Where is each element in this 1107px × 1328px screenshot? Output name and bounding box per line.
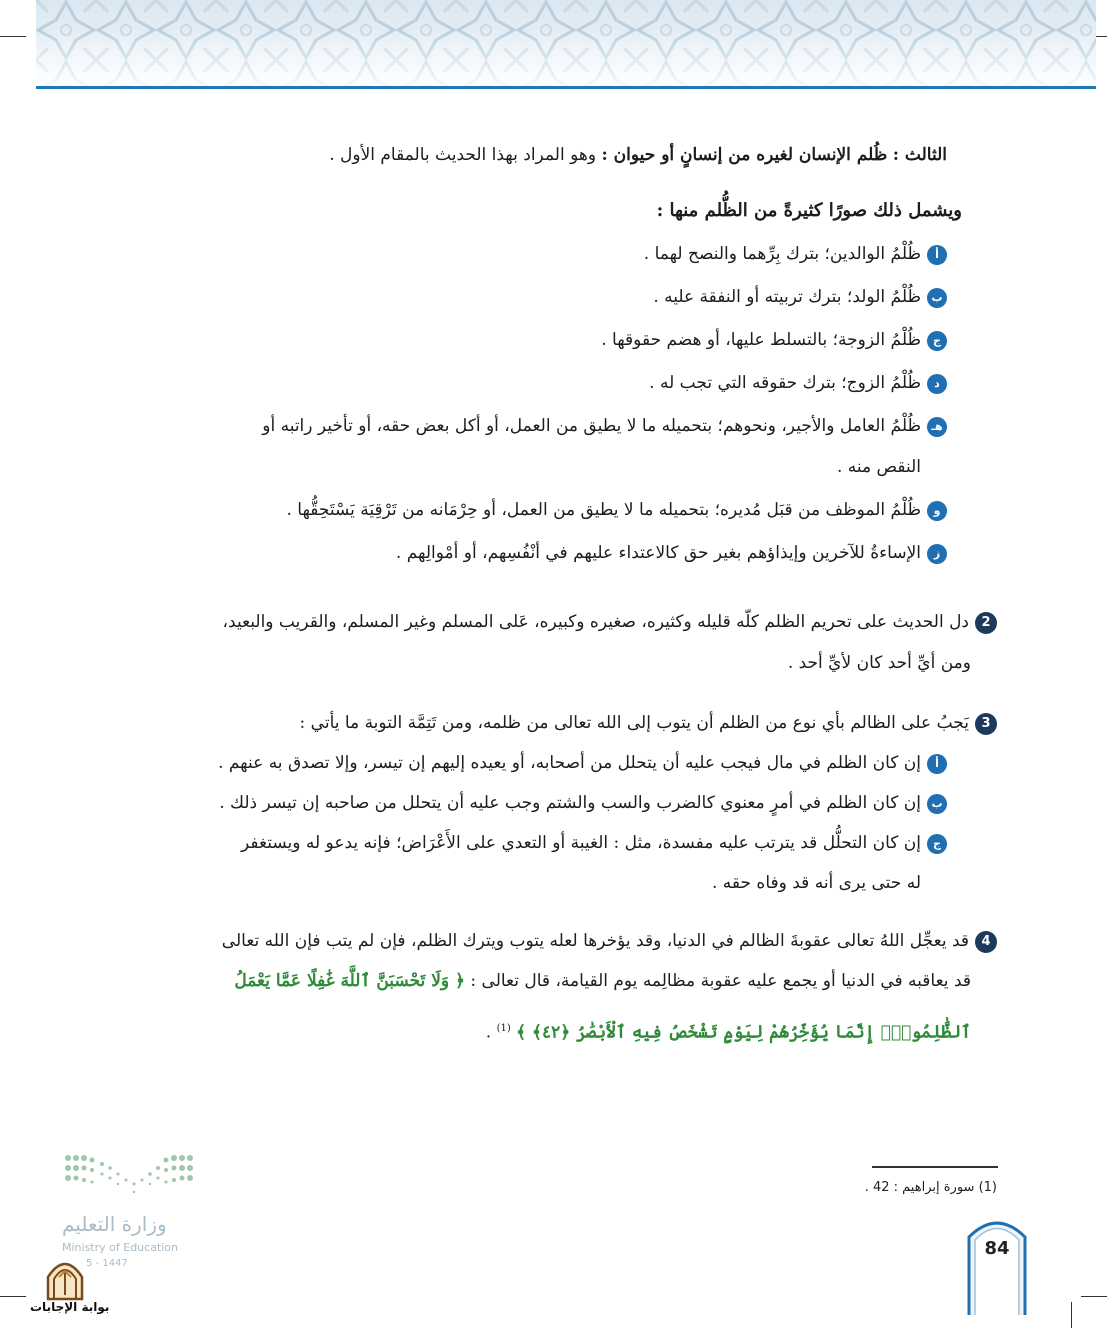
list-item-text: ظُلْمُ الزوجة؛ بالتسلط عليها، أو هضم حقوقها . [601,330,921,350]
bullet-marker: هـ [927,417,947,437]
subheading: ويشمل ذلك صورًا كثيرةً من الظُّلم منها : [656,200,962,221]
list-item [262,414,947,438]
page-number: 84 [984,1238,1010,1259]
bullet-marker: د [927,374,947,394]
crop-mark-bottom-left [0,1296,26,1297]
header-rule [36,86,1096,89]
point-text: قد يعجِّل اللهُ تعالى عقوبةَ الظالم في الدنيا، وقد يؤخرها لعله يتوب ويترك الظلم، فإن لم يتب فإن الله تعالى [221,931,969,951]
point-2 [223,610,997,634]
bullet-marker: ز [927,544,947,564]
ministry-name-arabic: وزارة التعليم [62,1212,167,1236]
list-item-text: ظُلْمُ الزوج؛ بترك حقوقه التي تجب له . [649,373,921,393]
quran-verse: ٱلظَّٰلِمُونَۚ إِنَّمَا يُؤَخِّرُهُمْ لِيَوْمٍ تَشْخَصُ فِيهِ ٱلْأَبْصَٰرُ ﴿٤٢﴾ ﴾ [516,1022,971,1043]
bullet-marker: أ [927,245,947,265]
list-item [218,751,947,775]
bullet-marker: ب [927,794,947,814]
crop-mark-left [0,36,26,37]
point-4-line-2 [234,969,971,993]
sentence-end: . [485,1022,492,1043]
bullet-marker: ب [927,288,947,308]
list-item [396,541,947,565]
list-item [241,831,947,855]
geometric-pattern-icon [36,0,1096,86]
quran-verse: ﴿ وَلَا تَحْسَبَنَّ ٱللَّهَ غَٰفِلًا عَمَّا يَعْمَلُ [234,971,465,991]
point-text: دل الحديث على تحريم الظلم كلّه قليله وكثيره، صغيره وكبيره، عَلى المسلم وغير المسلم، والقريب والبعيد، [222,612,969,632]
portal-name: بوابة الإجابات [30,1300,110,1314]
list-item [601,328,947,352]
footnote-rule [872,1166,998,1168]
list-item-text: إن كان التحلُّل قد يترتب عليه مفسدة، مثل : الغيبة أو التعدي على الأَعْرَاض؛ فإنه يدعو له ويستغفر [241,833,921,853]
list-item [219,791,947,815]
point-number: 3 [975,713,997,735]
bullet-marker: ج [927,331,947,351]
footnote: (1) سورة إبراهيم : 42 . [864,1180,997,1195]
bullet-marker: ج [927,834,947,854]
point-text: قد يعاقبه في الدنيا أو يجمع عليه عقوبة مظالِمه يوم القيامة، قال تعالى : [470,971,971,991]
ministry-logo-icon [62,1150,202,1210]
ministry-name-english: Ministry of Education [62,1241,179,1254]
bullet-marker: و [927,501,947,521]
header-banner [36,0,1096,86]
list-item [649,371,947,395]
point-4 [222,929,997,953]
list-item [286,498,947,522]
portal-logo-icon [44,1255,86,1301]
list-item [653,285,947,309]
crop-mark-bottom-right-h [1081,1296,1107,1297]
list-item-text: إن كان الظلم في أمرٍ معنوي كالضرب والسب والشتم وجب عليه أن يتحلل من صاحبه إن تيسر ذلك . [219,793,921,813]
section-title: ظُلم الإنسان لغيره من إنسانٍ أو حيوان : [601,145,888,165]
list-item-text: ظُلْمُ الموظف من قبَل مُديره؛ بتحميله ما لا يطيق من العمل، أو حِرْمَانه من تَرْقِيَة يَسْتَحِقُّها . [286,500,921,520]
list-item-text: الإساءةُ للآخرين وإيذاؤهم بغير حق كالاعتداء عليهم في أنْفُسِهم، أو أمْوالِهم . [395,543,921,563]
footnote-reference: (1) [496,1023,511,1034]
point-number: 4 [975,931,997,953]
point-4-line-3 [486,1017,971,1045]
point-2-continuation: ومن أيِّ أحد كان لأيِّ أحد . [787,653,971,673]
point-text: يَجبُ على الظالم بأي نوع من الظلم أن يتوب إلى الله تعالى من ظلمه، ومن تَتِمَّة التوبة ما يأتي : [299,713,969,733]
page-number-tab [966,1215,1028,1315]
list-item-text: ظُلْمُ الولد؛ بترك تربيته أو النفقة عليه . [653,287,921,307]
section-heading [329,143,947,167]
point-number: 2 [975,612,997,634]
list-item-continuation: له حتى يرى أنه قد وفاه حقه . [711,873,921,893]
ministry-year: 5 - 1447 [86,1258,128,1269]
crop-mark-bottom-right [1071,1302,1072,1328]
list-item-continuation: النقص منه . [836,457,921,477]
section-label: الثالث : [892,145,947,165]
list-item-text: ظُلْمُ الوالدين؛ بترك بِرِّهما والنصح لهما . [643,244,921,264]
list-item-text: ظُلْمُ العامل والأجير، ونحوهم؛ بتحميله ما لا يطيق من العمل، أو أكل بعض حقه، أو تأخير راتبه أو [262,416,921,436]
section-rest: وهو المراد بهذا الحديث بالمقام الأول . [329,145,597,165]
list-item [644,242,947,266]
bullet-marker: أ [927,754,947,774]
list-item-text: إن كان الظلم في مال فيجب عليه أن يتحلل من أصحابه، أو يعيده إليهم إن تيسر، وإلا تصدق به عنهم . [218,753,921,773]
point-3 [300,711,997,735]
